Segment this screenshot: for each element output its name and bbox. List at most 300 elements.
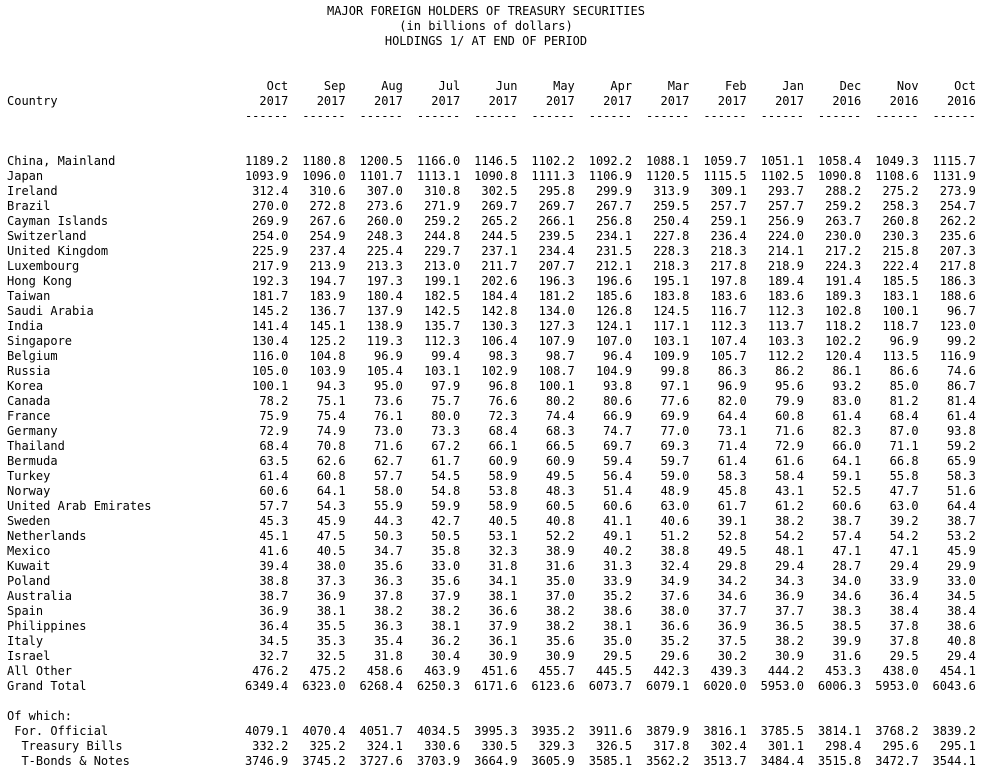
country-name: Singapore: [7, 334, 73, 348]
holding-value: 127.3: [538, 319, 575, 333]
holding-value: 36.1: [488, 634, 518, 648]
header-month: Oct: [954, 79, 976, 93]
holding-value: 73.1: [717, 424, 747, 438]
holding-value: 35.6: [545, 634, 575, 648]
holding-value: 38.1: [431, 619, 461, 633]
holding-value: 3484.4: [760, 754, 804, 768]
holding-value: 4079.1: [244, 724, 289, 738]
holding-value: 32.5: [316, 649, 346, 663]
table-row: [7, 439, 976, 454]
holding-value: 324.1: [366, 739, 403, 753]
holding-value: 74.9: [316, 424, 346, 438]
holding-value: 57.7: [259, 499, 289, 513]
holding-value: 29.5: [603, 649, 633, 663]
holding-value: 77.6: [660, 394, 690, 408]
spacer-cell: [7, 124, 976, 154]
holding-value: 36.5: [775, 619, 804, 633]
table-row: [7, 274, 976, 289]
holding-value: 38.7: [832, 514, 862, 528]
table-body: [7, 124, 976, 769]
holding-value: 118.7: [882, 319, 919, 333]
country-name: Grand Total: [7, 679, 87, 693]
holding-value: 55.8: [889, 469, 919, 483]
holding-value: 47.5: [316, 529, 346, 543]
holding-value: 445.5: [595, 664, 633, 678]
title-line-3: HOLDINGS 1/ AT END OF PERIOD: [384, 34, 588, 48]
holding-value: 142.8: [481, 304, 518, 318]
table-row: [7, 469, 976, 484]
holding-value: 236.4: [710, 229, 747, 243]
holding-value: 273.9: [939, 184, 976, 198]
holding-value: 68.4: [889, 409, 919, 423]
holding-value: 185.5: [882, 274, 919, 288]
holding-value: 105.4: [366, 364, 403, 378]
holding-value: 56.4: [603, 469, 633, 483]
holding-value: 3585.1: [588, 754, 633, 768]
holding-value: 112.3: [710, 319, 747, 333]
holding-value: 142.5: [424, 304, 461, 318]
holding-value: 3816.1: [703, 724, 747, 738]
blank-cell: [7, 79, 231, 94]
holding-value: 105.7: [710, 349, 747, 363]
header-year: 2017: [431, 94, 461, 108]
holding-value: 35.6: [373, 559, 403, 573]
header-dash: ------: [875, 109, 919, 123]
header-year: 2017: [603, 94, 633, 108]
holding-value: 197.3: [366, 274, 403, 288]
holding-value: 138.9: [366, 319, 403, 333]
holding-value: 35.2: [660, 634, 690, 648]
holding-value: 81.2: [889, 394, 919, 408]
table-row: [7, 634, 976, 649]
country-name: Poland: [7, 574, 51, 588]
holding-value: 1111.3: [531, 169, 575, 183]
holding-value: 43.1: [775, 484, 804, 498]
holding-value: 1113.1: [416, 169, 461, 183]
holding-value: 120.4: [825, 349, 862, 363]
header-dash: ------: [302, 109, 346, 123]
holding-value: 31.6: [545, 559, 575, 573]
holding-value: 87.0: [889, 424, 919, 438]
holding-value: 38.1: [316, 604, 346, 618]
subtotal-row: [7, 739, 976, 754]
header-month: Aug: [381, 79, 403, 93]
header-month: May: [553, 79, 575, 93]
holding-value: 37.6: [660, 589, 690, 603]
country-name: Israel: [7, 649, 51, 663]
holding-value: 37.0: [545, 589, 575, 603]
holding-value: 52.5: [832, 484, 862, 498]
holding-value: 42.7: [431, 514, 461, 528]
holding-value: 1180.8: [302, 154, 346, 168]
holding-value: 239.5: [538, 229, 575, 243]
holding-value: 191.4: [825, 274, 862, 288]
country-name: For. Official: [7, 724, 109, 738]
holding-value: 98.7: [545, 349, 575, 363]
holding-value: 60.9: [545, 454, 575, 468]
holding-value: 186.3: [939, 274, 976, 288]
header-year: 2017: [488, 94, 518, 108]
holding-value: 53.1: [488, 529, 518, 543]
country-name: Luxembourg: [7, 259, 80, 273]
holding-value: 325.2: [309, 739, 346, 753]
holding-value: 57.4: [832, 529, 862, 543]
holding-value: 83.0: [832, 394, 862, 408]
table-row: [7, 244, 976, 259]
holding-value: 135.7: [424, 319, 461, 333]
header-dash: ------: [416, 109, 461, 123]
holding-value: 102.8: [825, 304, 862, 318]
holding-value: 33.0: [946, 574, 976, 588]
header-year: 2016: [946, 94, 976, 108]
holding-value: 3768.2: [875, 724, 919, 738]
holding-value: 295.1: [939, 739, 976, 753]
holding-value: 269.7: [538, 199, 575, 213]
holding-value: 295.6: [882, 739, 919, 753]
table-row: [7, 394, 976, 409]
holding-value: 64.1: [832, 454, 862, 468]
holding-value: 30.4: [431, 649, 461, 663]
holding-value: 72.9: [775, 439, 804, 453]
header-dash: ------: [646, 109, 690, 123]
header-month: Oct: [266, 79, 289, 93]
holding-value: 6079.1: [646, 679, 690, 693]
holding-value: 118.2: [825, 319, 862, 333]
holding-value: 181.2: [538, 289, 575, 303]
holding-value: 6020.0: [703, 679, 747, 693]
holding-value: 237.4: [309, 244, 346, 258]
holding-value: 227.8: [653, 229, 690, 243]
holding-value: 3879.9: [646, 724, 690, 738]
header-dash: ------: [531, 109, 575, 123]
holding-value: 51.2: [660, 529, 690, 543]
holding-value: 31.6: [832, 649, 862, 663]
holding-value: 189.3: [825, 289, 862, 303]
holding-value: 207.7: [538, 259, 575, 273]
holding-value: 71.6: [775, 424, 804, 438]
header-year: 2017: [259, 94, 289, 108]
holding-value: 3605.9: [531, 754, 575, 768]
table-row: [7, 409, 976, 424]
holding-value: 58.9: [488, 499, 518, 513]
holding-value: 211.7: [481, 259, 518, 273]
holding-value: 214.1: [767, 244, 804, 258]
holding-value: 76.1: [373, 409, 403, 423]
holding-value: 141.4: [252, 319, 289, 333]
holding-value: 3544.1: [932, 754, 976, 768]
holding-value: 217.9: [252, 259, 289, 273]
of-which-row: [7, 709, 976, 724]
holding-value: 80.6: [603, 394, 633, 408]
holding-value: 96.7: [946, 304, 976, 318]
holding-value: 35.2: [603, 589, 633, 603]
table-row: [7, 289, 976, 304]
holding-value: 41.6: [259, 544, 289, 558]
holding-value: 36.4: [259, 619, 289, 633]
holding-value: 35.4: [373, 634, 403, 648]
holding-value: 63.0: [660, 499, 690, 513]
holding-value: 48.9: [660, 484, 690, 498]
holding-value: 38.8: [259, 574, 289, 588]
holding-value: 100.1: [538, 379, 575, 393]
holding-value: 199.1: [424, 274, 461, 288]
holding-value: 81.4: [946, 394, 976, 408]
holding-value: 112.3: [424, 334, 461, 348]
holding-value: 237.1: [481, 244, 518, 258]
holding-value: 117.1: [653, 319, 690, 333]
holding-value: 217.8: [939, 259, 976, 273]
holding-value: 69.3: [660, 439, 690, 453]
country-header: Country: [7, 94, 58, 108]
holding-value: 124.1: [595, 319, 633, 333]
holding-value: 34.3: [775, 574, 804, 588]
holding-value: 225.4: [366, 244, 403, 258]
header-year: 2016: [889, 94, 919, 108]
holding-value: 54.2: [775, 529, 804, 543]
holding-value: 130.4: [252, 334, 289, 348]
header-gap: [7, 124, 976, 154]
holding-value: 1166.0: [416, 154, 461, 168]
country-name: Canada: [7, 394, 51, 408]
holding-value: 33.0: [431, 559, 461, 573]
holding-value: 244.5: [481, 229, 518, 243]
holding-value: 99.8: [660, 364, 690, 378]
holding-value: 6171.6: [474, 679, 518, 693]
holding-value: 299.9: [595, 184, 633, 198]
holding-value: 231.5: [595, 244, 633, 258]
holding-value: 34.6: [717, 589, 747, 603]
holding-value: 112.2: [767, 349, 804, 363]
country-name: Mexico: [7, 544, 51, 558]
holding-value: 39.2: [889, 514, 919, 528]
holding-value: 29.9: [946, 559, 976, 573]
holding-value: 230.3: [882, 229, 919, 243]
holding-value: 108.7: [538, 364, 575, 378]
holding-value: 259.1: [710, 214, 747, 228]
holding-value: 59.7: [660, 454, 690, 468]
holding-value: 58.0: [373, 484, 403, 498]
holding-value: 29.4: [889, 559, 919, 573]
holding-value: 66.0: [832, 439, 862, 453]
header-year: 2017: [316, 94, 346, 108]
country-name: Norway: [7, 484, 51, 498]
holding-value: 267.6: [309, 214, 346, 228]
holding-value: 273.6: [366, 199, 403, 213]
holding-value: 54.3: [316, 499, 346, 513]
header-month: Mar: [667, 79, 690, 93]
header-year: 2017: [660, 94, 690, 108]
holding-value: 1146.5: [474, 154, 518, 168]
holding-value: 102.9: [481, 364, 518, 378]
holding-value: 96.9: [889, 334, 919, 348]
holding-value: 96.9: [373, 349, 403, 363]
holding-value: 34.0: [832, 574, 862, 588]
holding-value: 38.2: [373, 604, 403, 618]
holding-value: 100.1: [252, 379, 289, 393]
holding-value: 196.6: [595, 274, 633, 288]
country-name: France: [7, 409, 51, 423]
holding-value: 185.6: [595, 289, 633, 303]
holding-value: 1090.8: [817, 169, 862, 183]
of-which-label: Of which:: [7, 709, 73, 723]
holding-value: 126.8: [595, 304, 633, 318]
holding-value: 225.9: [252, 244, 289, 258]
holding-value: 113.7: [767, 319, 804, 333]
holding-value: 213.3: [366, 259, 403, 273]
holding-value: 256.9: [767, 214, 804, 228]
holding-value: 66.1: [488, 439, 518, 453]
holding-value: 37.8: [889, 619, 919, 633]
holding-value: 330.5: [481, 739, 518, 753]
holding-value: 52.8: [717, 529, 747, 543]
country-name: Sweden: [7, 514, 51, 528]
holding-value: 73.6: [373, 394, 403, 408]
holding-value: 217.8: [710, 259, 747, 273]
holding-value: 97.9: [431, 379, 461, 393]
holding-value: 293.7: [767, 184, 804, 198]
holding-value: 80.0: [431, 409, 461, 423]
holding-value: 62.7: [373, 454, 403, 468]
holding-value: 61.4: [946, 409, 976, 423]
holding-value: 59.4: [603, 454, 633, 468]
holding-value: 113.5: [882, 349, 919, 363]
header-month: Jun: [495, 79, 518, 93]
holding-value: 36.9: [717, 619, 747, 633]
country-name: Taiwan: [7, 289, 51, 303]
header-month: Nov: [896, 79, 919, 93]
table-row: [7, 424, 976, 439]
holding-value: 194.7: [309, 274, 346, 288]
holding-value: 109.9: [653, 349, 690, 363]
holding-value: 229.7: [424, 244, 461, 258]
holding-value: 52.2: [545, 529, 575, 543]
holding-value: 38.7: [259, 589, 289, 603]
holding-value: 86.7: [946, 379, 976, 393]
holding-value: 295.8: [538, 184, 575, 198]
holding-value: 31.3: [603, 559, 633, 573]
table-row: [7, 589, 976, 604]
holding-value: 98.3: [488, 349, 518, 363]
holding-value: 64.4: [946, 499, 976, 513]
holding-value: 74.4: [545, 409, 575, 423]
holding-value: 234.4: [538, 244, 575, 258]
country-name: Germany: [7, 424, 58, 438]
holding-value: 183.1: [882, 289, 919, 303]
holding-value: 30.9: [545, 649, 575, 663]
country-name: Italy: [7, 634, 44, 648]
holding-value: 38.0: [660, 604, 690, 618]
holding-value: 189.4: [767, 274, 804, 288]
holding-value: 68.3: [545, 424, 575, 438]
holding-value: 50.5: [431, 529, 461, 543]
holding-value: 192.3: [252, 274, 289, 288]
holding-value: 230.0: [825, 229, 862, 243]
holding-value: 96.8: [488, 379, 518, 393]
holding-value: 4051.7: [359, 724, 403, 738]
country-name: United Kingdom: [7, 244, 109, 258]
holding-value: 32.7: [259, 649, 289, 663]
holding-value: 454.1: [939, 664, 976, 678]
table-row: [7, 319, 976, 334]
holding-value: 77.0: [660, 424, 690, 438]
holding-value: 60.5: [545, 499, 575, 513]
holdings-table: [7, 79, 976, 769]
holding-value: 62.6: [316, 454, 346, 468]
holding-value: 60.6: [259, 484, 289, 498]
holding-value: 3513.7: [703, 754, 747, 768]
holding-value: 112.3: [767, 304, 804, 318]
holding-value: 78.2: [259, 394, 289, 408]
holding-value: 38.2: [431, 604, 461, 618]
country-name: Brazil: [7, 199, 51, 213]
holding-value: 36.2: [431, 634, 461, 648]
holding-value: 60.8: [775, 409, 804, 423]
header-year: 2017: [717, 94, 747, 108]
holding-value: 93.2: [832, 379, 862, 393]
holding-value: 86.1: [832, 364, 862, 378]
holding-value: 69.9: [660, 409, 690, 423]
holding-value: 38.4: [946, 604, 976, 618]
holding-value: 104.9: [595, 364, 633, 378]
holding-value: 1058.4: [817, 154, 862, 168]
holding-value: 31.8: [373, 649, 403, 663]
holding-value: 3785.5: [760, 724, 804, 738]
holding-value: 103.9: [309, 364, 346, 378]
holding-value: 1093.9: [244, 169, 289, 183]
country-name: United Arab Emirates: [7, 499, 152, 513]
holding-value: 66.5: [545, 439, 575, 453]
holding-value: 66.9: [603, 409, 633, 423]
holding-value: 222.4: [882, 259, 919, 273]
document-title: [0, 4, 972, 49]
holding-value: 119.3: [366, 334, 403, 348]
holding-value: 3935.2: [531, 724, 575, 738]
header-dash: ------: [588, 109, 633, 123]
holding-value: 298.4: [825, 739, 862, 753]
holding-value: 332.2: [252, 739, 289, 753]
holding-value: 75.4: [316, 409, 346, 423]
holding-value: 6123.6: [531, 679, 575, 693]
country-name: Netherlands: [7, 529, 87, 543]
holding-value: 47.7: [889, 484, 919, 498]
title-line-2: (in billions of dollars): [399, 19, 573, 33]
holding-value: 37.7: [717, 604, 747, 618]
holding-value: 183.6: [767, 289, 804, 303]
holding-value: 301.1: [767, 739, 804, 753]
holding-value: 218.9: [767, 259, 804, 273]
holding-value: 94.3: [316, 379, 346, 393]
holding-value: 259.2: [424, 214, 461, 228]
holding-value: 47.1: [832, 544, 862, 558]
header-month: Jul: [438, 79, 461, 93]
holding-value: 3814.1: [817, 724, 862, 738]
holding-value: 37.7: [775, 604, 804, 618]
holding-value: 130.3: [481, 319, 518, 333]
holding-value: 38.6: [603, 604, 633, 618]
holding-value: 3472.7: [875, 754, 919, 768]
holding-value: 1051.1: [760, 154, 804, 168]
holding-value: 213.9: [309, 259, 346, 273]
holding-value: 444.2: [767, 664, 804, 678]
holding-value: 1108.6: [875, 169, 919, 183]
table-row: [7, 214, 976, 229]
header-year-row: [7, 94, 976, 109]
holding-value: 269.7: [481, 199, 518, 213]
holding-value: 79.9: [775, 394, 804, 408]
holding-value: 212.1: [595, 259, 633, 273]
country-name: Treasury Bills: [7, 739, 123, 753]
holding-value: 257.7: [767, 199, 804, 213]
